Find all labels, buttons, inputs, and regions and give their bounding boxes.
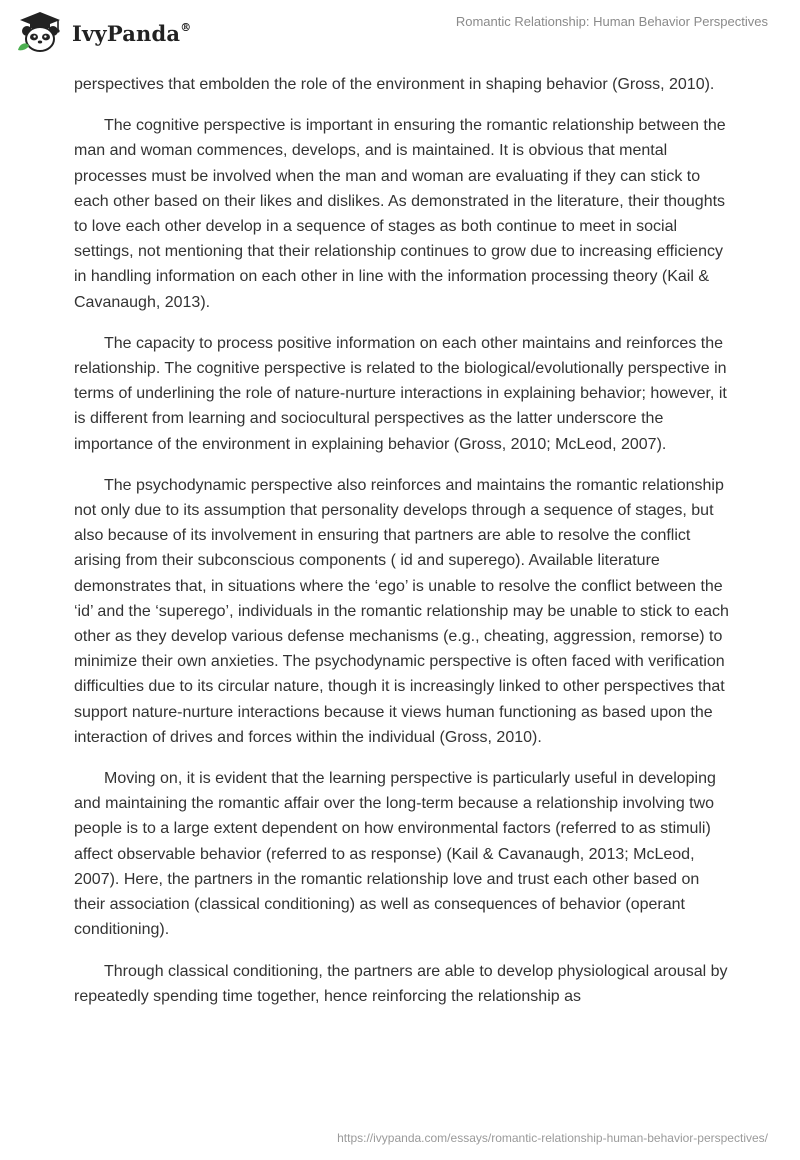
essay-body: [74, 72, 734, 1025]
paragraph-psychodynamic: The psychodynamic perspective also reinforces and maintains the romantic relationship not only due to its assumption that personality develops through a sequence of stages, but also because of its involvement in ensuring that partners are able to resolve the conflict arising from their subconscious components ( id and superego). Available literature demonstrates that, in situations where the ‘ego’ is unable to resolve the conflict between the ‘id’ and the ‘superego’, individuals in the romantic relationship may be unable to stick to each other as they develop various defense mechanisms (e.g., cheating, aggression, remorse) to minimize their own anxieties. The psychodynamic perspective is often faced with verification difficulties due to its circular nature, though it is increasingly linked to other perspectives that support nature-nurture interactions because it views human functioning as based upon the interaction of drives and forces within the individual (Gross, 2010).: [74, 476, 729, 746]
ivypanda-logo[interactable]: [16, 10, 191, 56]
paragraph-continuation: perspectives that embolden the role of the environment in shaping behavior (Gross, 2010).: [74, 76, 715, 93]
brand-name: IvyPanda®: [72, 20, 192, 46]
document-title: Romantic Relationship: Human Behavior Perspectives: [455, 14, 768, 29]
panda-graduate-icon: [16, 10, 64, 56]
paragraph-classical-conditioning: Through classical conditioning, the partners are able to develop physiological arousal by repeatedly spending time together, hence reinforcing the relationship as: [74, 962, 728, 1005]
paragraph-learning: Moving on, it is evident that the learning perspective is particularly useful in developing and maintaining the romantic affair over the long-term because a relationship involving two people is to a large extent dependent on how environmental factors (referred to as stimuli) affect observable behavior (referred to as response) (Kail & Cavanaugh, 2013; McLeod, 2007). Here, the partners in the romantic relationship love and trust each other based on their association (classical conditioning) as well as consequences of behavior (operant conditioning).: [74, 770, 716, 939]
paragraph-capacity: The capacity to process positive information on each other maintains and reinforces the relationship. The cognitive perspective is related to the biological/evolutionally perspective in terms of underlining the role of nature-nurture interactions in explaining behavior; however, it is different from learning and sociocultural perspectives as the latter underscore the importance of the environment in explaining behavior (Gross, 2010; McLeod, 2007).: [74, 334, 727, 453]
page-header: [0, 0, 800, 70]
source-url[interactable]: https://ivypanda.com/essays/romantic-relationship-human-behavior-perspectives/: [337, 1131, 768, 1145]
paragraph-cognitive: The cognitive perspective is important in ensuring the romantic relationship between the man and woman commences, develops, and is maintained. It is obvious that mental processes must be involved when the man and woman are evaluating if they can stick to each other based on their likes and dislikes. As demonstrated in the literature, their thoughts to love each other develop in a sequence of stages as both continue to meet in social settings, not mentioning that their relationship continues to grow due to increasing efficiency in handling information on each other in line with the information processing theory (Kail & Cavanaugh, 2013).: [74, 117, 726, 311]
